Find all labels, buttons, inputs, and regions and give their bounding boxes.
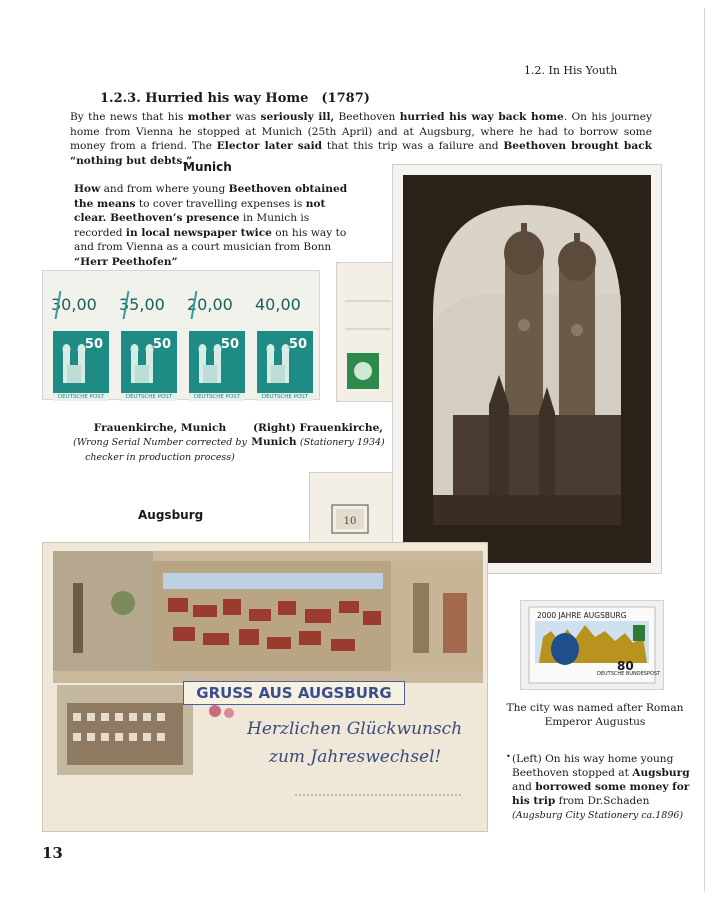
intro-paragraph: By the news that his mother was seriously ill, Beethoven hurried his way back home. On his journey home from Vienna he stopped at Munich (25th April) and at Augsburg, where he had to borrow some money from a friend. The Elector later said that this trip was a failure and Beethoven brought back “nothing but debts.” [70,111,652,167]
augsburg-2000-stamp [520,600,664,690]
frauenkirche-icon [265,339,291,383]
caption-note: (Wrong Serial Number corrected by checker in production process) [73,437,247,463]
overprint-mark [123,291,156,319]
greeting-line2: zum Jahreswechsel! [269,747,442,767]
stamp-face [121,331,177,401]
stamp-denomination: 50 [220,337,239,352]
stamp-inscription: DEUTSCHE POST [121,393,177,401]
caption-augustus: The city was named after Roman Emperor Augustus [506,702,684,728]
caption-title: Frauenkirche, Munich [93,422,227,434]
stamp-face [257,331,313,401]
caption-frauenkirche [60,421,260,465]
stamp-face [53,331,109,401]
frauenkirche-stamp-strip [42,270,320,400]
stamp-denomination: 50 [152,337,171,352]
stamp [49,281,111,400]
augsburg-postcard [42,542,488,832]
section-heading: 1.2.3. Hurried his way Home (1787) [100,91,370,106]
frauenkirche-photo-card [392,164,662,574]
stamp-face [189,331,245,401]
munich-title: Munich [183,160,232,174]
stamp-inscription: DEUTSCHE POST [189,393,245,401]
caption-right-stationery [250,421,386,450]
augsburg-title: Augsburg [138,508,204,522]
stamp [117,281,179,400]
frauenkirche-icon [129,339,155,383]
stamp-denomination: 50 [288,337,307,352]
stamp-banner: 2000 JAHRE AUGSBURG [537,611,627,620]
frauenkirche-photo [393,165,661,573]
stamp-inscription: DEUTSCHE POST [257,393,313,401]
munich-paragraph: How and from where young Beethoven obtained the means to cover travelling expenses is not clear. Beethoven’s presence in Munich is recorded in local newspaper twice on his way to and from Vienna as a court musician from Bonn “Herr Peethofen” [74,183,348,268]
caption-note: (Stationery 1934) [299,437,385,448]
overprint-mark [55,291,88,319]
frauenkirche-icon [61,339,87,383]
overprint-mark [191,291,224,319]
card-stamp-imprint [310,473,392,543]
caption-left-augsburg: (Left) On his way home young Beethoven stopped at Augsburg and borrowed some money for his trip from Dr.Schaden (Augsburg City Stationery ca.1896) [512,753,690,821]
greeting-line1: Herzlichen Glückwunsch [247,719,463,739]
munich-stationery-card [336,262,394,402]
section-tag: 1.2. In His Youth [524,64,618,77]
stamp-denomination: 50 [84,337,103,352]
stamp-value: 80 [617,659,634,673]
card-banner: GRUSS AUS AUGSBURG [183,681,405,705]
old-value: 30,00 [51,295,97,314]
card-lines [337,263,393,401]
svg-text:10: 10 [343,516,357,527]
stamp [253,281,315,400]
frauenkirche-icon [197,339,223,383]
bullet-mark: • [506,752,511,761]
augsburg-stationery-card [309,472,393,544]
old-value: 35,00 [119,295,165,314]
stamp-inscription: DEUTSCHE POST [53,393,109,401]
caption-title: (Right) Frauenkirche, Munich [251,422,383,448]
stamp-inscription: DEUTSCHE BUNDESPOST [597,671,661,677]
old-value: 20,00 [187,295,233,314]
stamp-value: 40,00 [255,295,301,314]
stamp [185,281,247,400]
page-number: 13 [42,844,63,862]
